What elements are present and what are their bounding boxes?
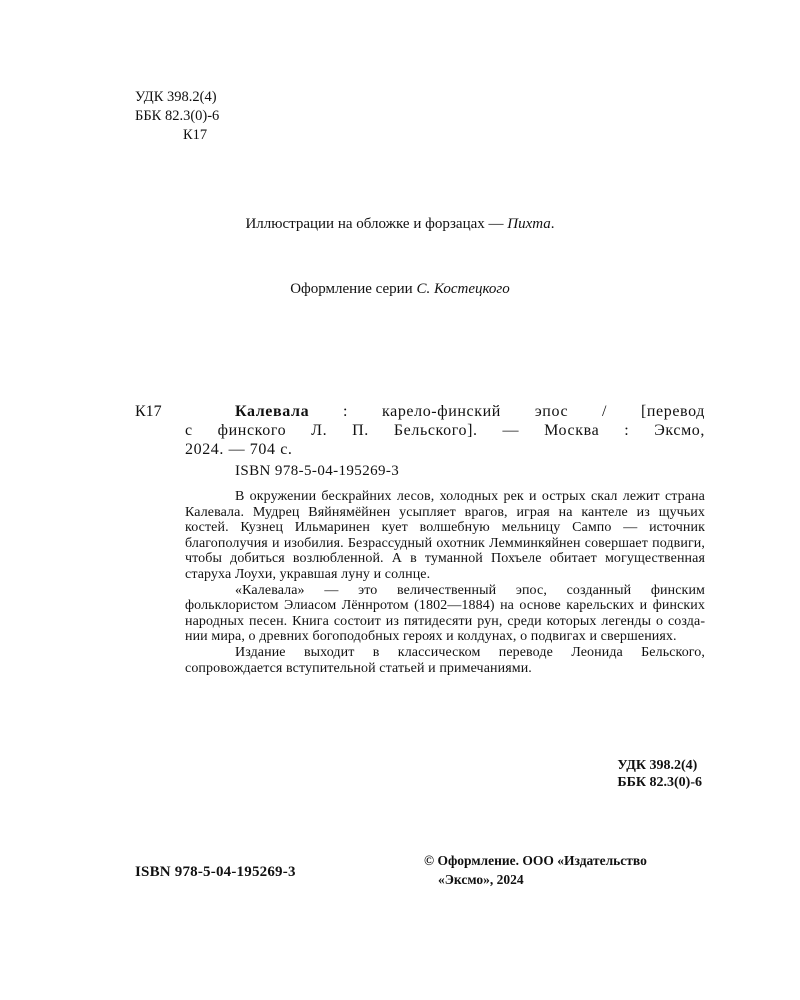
annotation-paragraph: «Калевала» — это величественный эпос, созданный финским фольклористом Элиасом Лённротом (1802—1884) на основе карельских и финских народных песен. Книга состоит из пятидесяти рун, среди которых легенды о создании мира, о древних богоподобных героях и колдунах, о подвигах и свершениях.: [185, 582, 705, 645]
bbk-code: ББК 82.3(0)-6: [617, 775, 702, 790]
author-sign: К17: [183, 127, 208, 143]
biblio-line-2: с финского Л. П. Бельского]. — Москва : Эксмо,: [185, 422, 705, 439]
copyright-notice: © Оформление. ООО «Издательство «Эксмо», 2024: [424, 853, 647, 887]
bibliographic-sign: К17: [135, 403, 162, 420]
biblio-isbn: ISBN 978-5-04-195269-3: [235, 463, 400, 479]
udk-code: УДК 398.2(4): [617, 758, 698, 773]
annotation: [185, 489, 705, 676]
annotation-paragraph: Издание выходит в классическом переводе Леонида Бельского, сопровождается вступительной статьей и примечаниями.: [185, 644, 705, 676]
series-design-credit: Оформление серии С. Костецкого: [290, 281, 510, 297]
right-classification-codes: [617, 757, 702, 791]
designer-name: С. Костецкого: [416, 281, 510, 297]
udk-code: УДК 398.2(4): [135, 89, 217, 105]
footer-isbn: ISBN 978-5-04-195269-3: [135, 864, 296, 880]
bbk-code: ББК 82.3(0)-6: [135, 108, 220, 124]
classification-codes: [135, 88, 219, 145]
illustrator-name: Пихта: [507, 216, 551, 232]
book-title: Калевала: [235, 403, 310, 420]
illustrations-credit: Иллюстрации на обложке и форзацах — Пихта.: [245, 216, 555, 232]
biblio-line-3: 2024. — 704 с.: [185, 441, 293, 458]
annotation-paragraph: В окружении бескрайних лесов, холодных рек и острых скал лежит страна Калевала. Мудрец Вяйнямёйнен усыпляет врагов, играя на кантеле из щучьих костей. Кузнец Ильмаринен кует волшебную мельницу Сампо — источник благополучия и изобилия. Безрассудный охотник Лемминкяйнен совершает подвиги, чтобы добиться возлюбленной. А в туманной Похъеле обитает могущественная старуха Лоухи, укравшая луну и солнце.: [185, 489, 705, 582]
bibliographic-record: Калевала : карело-финский эпос / [перевод с финского Л. П. Бельского]. — Москва : Эксмо, 2024. — 704 с.: [185, 403, 705, 458]
